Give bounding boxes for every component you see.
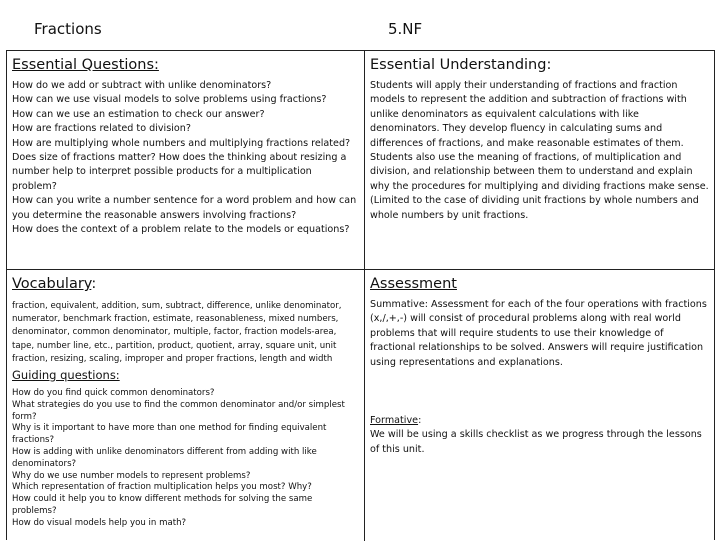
planning-table bbox=[6, 50, 715, 540]
list-item: How can we use visual models to solve problems using fractions? bbox=[12, 94, 327, 106]
essential-questions-cell bbox=[7, 51, 364, 269]
essential-questions-list bbox=[12, 79, 359, 237]
list-item: How are multiplying whole numbers and multiplying fractions related? bbox=[12, 137, 351, 149]
vocabulary-heading-colon: : bbox=[91, 276, 97, 292]
summative-block bbox=[370, 298, 709, 370]
formative-label: Formative bbox=[370, 415, 419, 427]
vocabulary-heading: Vocabulary bbox=[12, 276, 92, 292]
list-item: How does the context of a problem relate to the models or equations? bbox=[12, 224, 350, 236]
assessment-heading: Assessment bbox=[370, 276, 457, 292]
list-item: How can you write a number sentence for a word problem and how can you determine the reasonable answers involving fractions? bbox=[12, 195, 357, 221]
list-item: Which representation of fraction multiplication helps you most? Why? bbox=[12, 482, 312, 493]
unit-title: Fractions bbox=[34, 20, 102, 38]
list-item: How do we add or subtract with unlike denominators? bbox=[12, 80, 272, 91]
guiding-questions-list bbox=[12, 388, 359, 530]
list-item: Does size of fractions matter? How does the thinking about resizing a number help to interpret possible products for a multiplication problem? bbox=[12, 152, 347, 192]
list-item: Why is it important to have more than one method for finding equivalent fractions? bbox=[12, 423, 327, 446]
assessment-cell bbox=[365, 270, 714, 541]
list-item: What strategies do you use to find the common denominator and/or simplest form? bbox=[12, 399, 345, 422]
list-item: How do visual models help you in math? bbox=[12, 517, 187, 528]
list-item: How could it help you to know different methods for solving the same problems? bbox=[12, 494, 313, 516]
formative-label-row bbox=[370, 414, 709, 428]
guiding-questions-heading: Guiding questions: bbox=[12, 368, 120, 383]
vocabulary-text: fraction, equivalent, addition, sum, subtract, difference, unlike denominator, numerator, benchmark fraction, estimate, reasonableness, mixed numbers, denominator, common denominator, multiple, factor, fraction models-area, tape, number line, etc., partition, product, quotient, array, square unit, unit fraction, resizing, scaling, improper and proper fractions, length and width bbox=[12, 301, 342, 364]
essential-questions-heading: Essential Questions: bbox=[12, 57, 159, 73]
list-item: How do you find quick common denominators? bbox=[12, 388, 215, 399]
vocabulary-cell bbox=[7, 270, 364, 541]
summative-text: Assessment for each of the four operations with fractions (x,/,+,-) will consist of procedural problems along with real world problems that will require students to use their knowledge of fractional relationships to be solved. Answers will require justification using representations and explanations. bbox=[370, 299, 707, 368]
standard-code: 5.NF bbox=[388, 20, 423, 38]
essential-understanding-cell bbox=[365, 51, 714, 269]
list-item: How is adding with unlike denominators different from adding with like denominators? bbox=[12, 447, 317, 469]
summative-label: Summative: bbox=[370, 299, 428, 310]
formative-text: We will be using a skills checklist as we progress through the lessons of this unit. bbox=[370, 429, 702, 455]
list-item: Why do we use number models to represent problems? bbox=[12, 470, 251, 481]
formative-label-colon: : bbox=[418, 415, 422, 427]
formative-block bbox=[370, 414, 709, 457]
essential-understanding-text: Students will apply their understanding of fractions and fraction models to represent the addition and subtraction of fractions with unlike denominators as equivalent calculations with like denominators. They develop fluency in calculating sums and differences of fractions, and make reasonable estimates of them. Students also use the meaning of fractions, of multiplication and division, and relationship between them to understand and explain why the procedures for multiplying and dividing fractions make sense.(Limited to the case of dividing unit fractions by whole numbers and whole numbers by unit fractions. bbox=[370, 80, 709, 221]
list-item: How are fractions related to division? bbox=[12, 123, 191, 135]
list-item: How can we use an estimation to check our answer? bbox=[12, 108, 265, 120]
essential-understanding-heading: Essential Understanding: bbox=[370, 57, 552, 73]
page-header bbox=[0, 0, 720, 50]
vocabulary-heading-row bbox=[12, 276, 359, 292]
